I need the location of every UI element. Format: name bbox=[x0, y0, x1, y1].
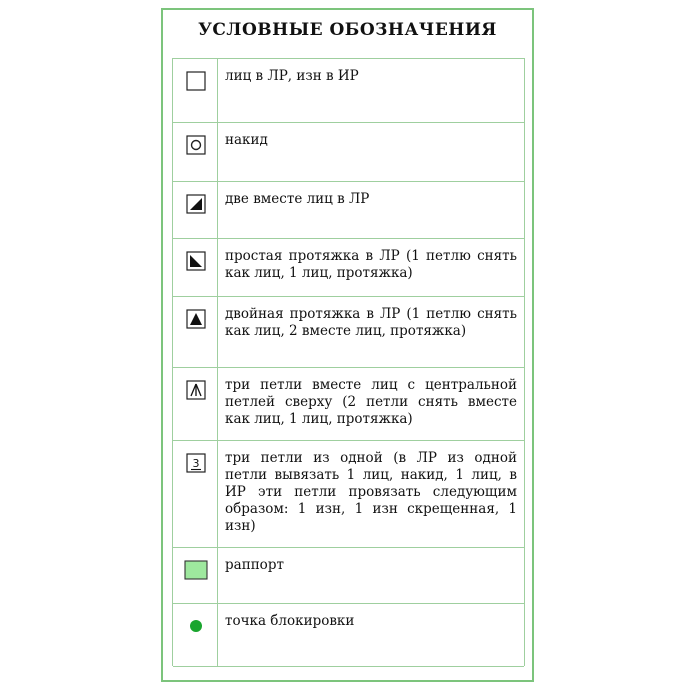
blocking-dot-icon bbox=[186, 616, 206, 636]
empty-square-icon bbox=[186, 71, 206, 91]
legend-row-yarn-over bbox=[173, 123, 524, 182]
legend-row-k2tog bbox=[173, 182, 524, 239]
solid-triangle-icon bbox=[186, 309, 206, 329]
symbol-cell bbox=[173, 604, 218, 666]
symbol-cell bbox=[173, 239, 218, 296]
symbol-cell bbox=[173, 123, 218, 181]
symbol-cell bbox=[173, 548, 218, 603]
three-lines-icon bbox=[186, 380, 206, 400]
legend-item-text: точка блокировки bbox=[225, 613, 355, 629]
legend-table bbox=[172, 58, 525, 666]
legend-title: УСЛОВНЫЕ ОБОЗНАЧЕНИЯ bbox=[198, 20, 497, 40]
symbol-cell bbox=[173, 297, 218, 367]
legend-item-text: две вместе лиц в ЛР bbox=[225, 191, 370, 207]
legend-item-text: три петли из одной (в ЛР из одной петли вывязать 1 лиц, накид, 1 лиц, в ИР эти петли провязать следующим образом: 1 изн, 1 изн скрещенная, 1 изн) bbox=[225, 450, 517, 534]
legend-row-blocking-point bbox=[173, 604, 524, 667]
right-triangle-icon bbox=[186, 194, 206, 214]
symbol-cell bbox=[173, 182, 218, 238]
symbol-cell bbox=[173, 441, 218, 547]
legend-item-text: три петли вместе лиц с центральной петлей сверху (2 петли снять вместе как лиц, 1 лиц, протяжка) bbox=[225, 377, 517, 427]
legend-item-text: лиц в ЛР, изн в ИР bbox=[225, 68, 359, 84]
legend-item-text: накид bbox=[225, 132, 268, 148]
symbol-cell bbox=[173, 368, 218, 440]
legend-item-text: двойная протяжка в ЛР (1 петлю снять как лиц, 2 вместе лиц, протяжка) bbox=[225, 306, 517, 339]
left-triangle-icon bbox=[186, 251, 206, 271]
svg-text:3: 3 bbox=[192, 457, 200, 470]
legend-row-knit bbox=[173, 59, 524, 123]
legend-row-rapport bbox=[173, 548, 524, 604]
legend-row-centered-double-decrease bbox=[173, 368, 524, 441]
circle-square-icon bbox=[186, 135, 206, 155]
legend-row-slip-knit-pass bbox=[173, 239, 524, 297]
three-in-one-icon bbox=[186, 453, 206, 473]
legend-row-three-from-one bbox=[173, 441, 524, 548]
legend-item-text: раппорт bbox=[225, 557, 284, 573]
rapport-swatch-icon bbox=[184, 560, 208, 580]
legend-card bbox=[161, 8, 534, 682]
legend-row-double-pass bbox=[173, 297, 524, 368]
legend-item-text: простая протяжка в ЛР (1 петлю снять как лиц, 1 лиц, протяжка) bbox=[225, 248, 517, 281]
symbol-cell bbox=[173, 59, 218, 122]
